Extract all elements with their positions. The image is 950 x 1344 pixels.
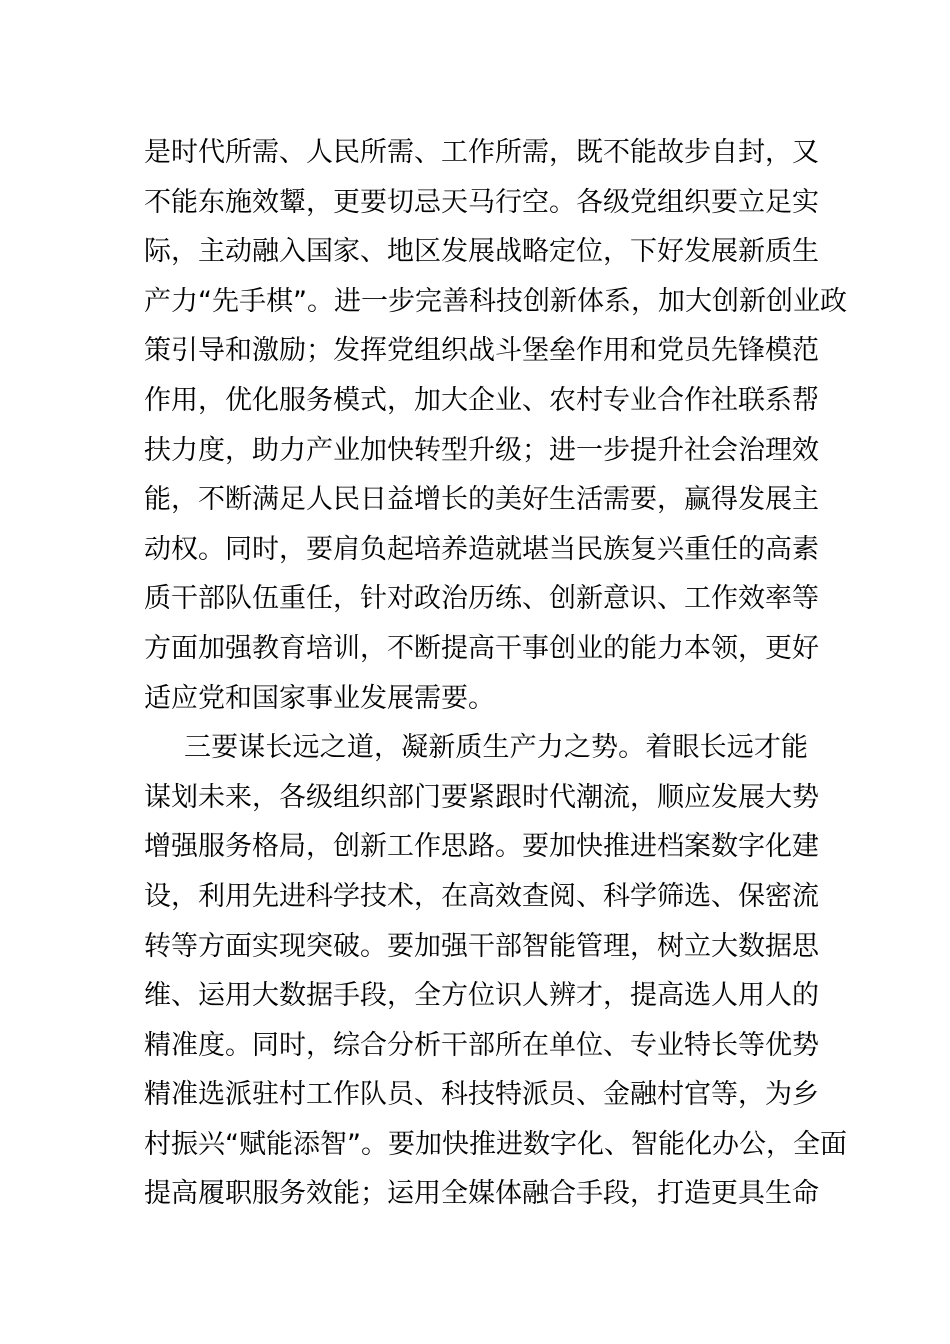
text-line: 扶力度，助力产业加快转型升级；进一步提升社会治理效 <box>144 434 819 466</box>
text-line: 适应党和国家事业发展需要。 <box>144 682 495 714</box>
text-line: 转等方面实现突破。要加强干部智能管理，树立大数据思 <box>144 930 819 962</box>
text-line: 方面加强教育培训，不断提高干事创业的能力本领，更好 <box>144 632 819 664</box>
text-line: 精准度。同时，综合分析干部所在单位、专业特长等优势 <box>144 1029 819 1061</box>
paragraph-1 <box>144 128 847 723</box>
text-line: 不能东施效颦，更要切忌天马行空。各级党组织要立足实 <box>144 186 819 218</box>
body-text <box>144 128 847 1219</box>
text-line: 产力“先手棋”。进一步完善科技创新体系，加大创新创业政 <box>144 285 847 317</box>
text-line: 是时代所需、人民所需、工作所需，既不能故步自封，又 <box>144 137 819 168</box>
text-line: 增强服务格局，创新工作思路。要加快推进档案数字化建 <box>144 831 819 863</box>
text-line: 能，不断满足人民日益增长的美好生活需要，赢得发展主 <box>144 484 819 516</box>
text-line: 维、运用大数据手段，全方位识人辨才，提高选人用人的 <box>144 980 819 1012</box>
text-line: 设，利用先进科学技术，在高效查阅、科学筛选、保密流 <box>144 880 819 912</box>
text-line: 策引导和激励；发挥党组织战斗堡垒作用和党员先锋模范 <box>144 335 819 367</box>
text-line: 谋划未来，各级组织部门要紧跟时代潮流，顺应发展大势 <box>144 781 819 813</box>
text-line: 提高履职服务效能；运用全媒体融合手段，打造更具生命 <box>144 1178 819 1210</box>
text-line: 质干部队伍重任，针对政治历练、创新意识、工作效率等 <box>144 583 819 615</box>
text-line: 动权。同时，要肩负起培养造就堪当民族复兴重任的高素 <box>144 533 819 565</box>
text-line: 际，主动融入国家、地区发展战略定位，下好发展新质生 <box>144 236 819 268</box>
text-line: 三要谋长远之道，凝新质生产力之势。着眼长远才能 <box>184 732 808 764</box>
text-line: 作用，优化服务模式，加大企业、农村专业合作社联系帮 <box>144 384 819 416</box>
text-line: 精准选派驻村工作队员、科技特派员、金融村官等，为乡 <box>144 1079 819 1111</box>
paragraph-2 <box>144 723 847 1219</box>
text-line: 村振兴“赋能添智”。要加快推进数字化、智能化办公，全面 <box>144 1128 847 1160</box>
